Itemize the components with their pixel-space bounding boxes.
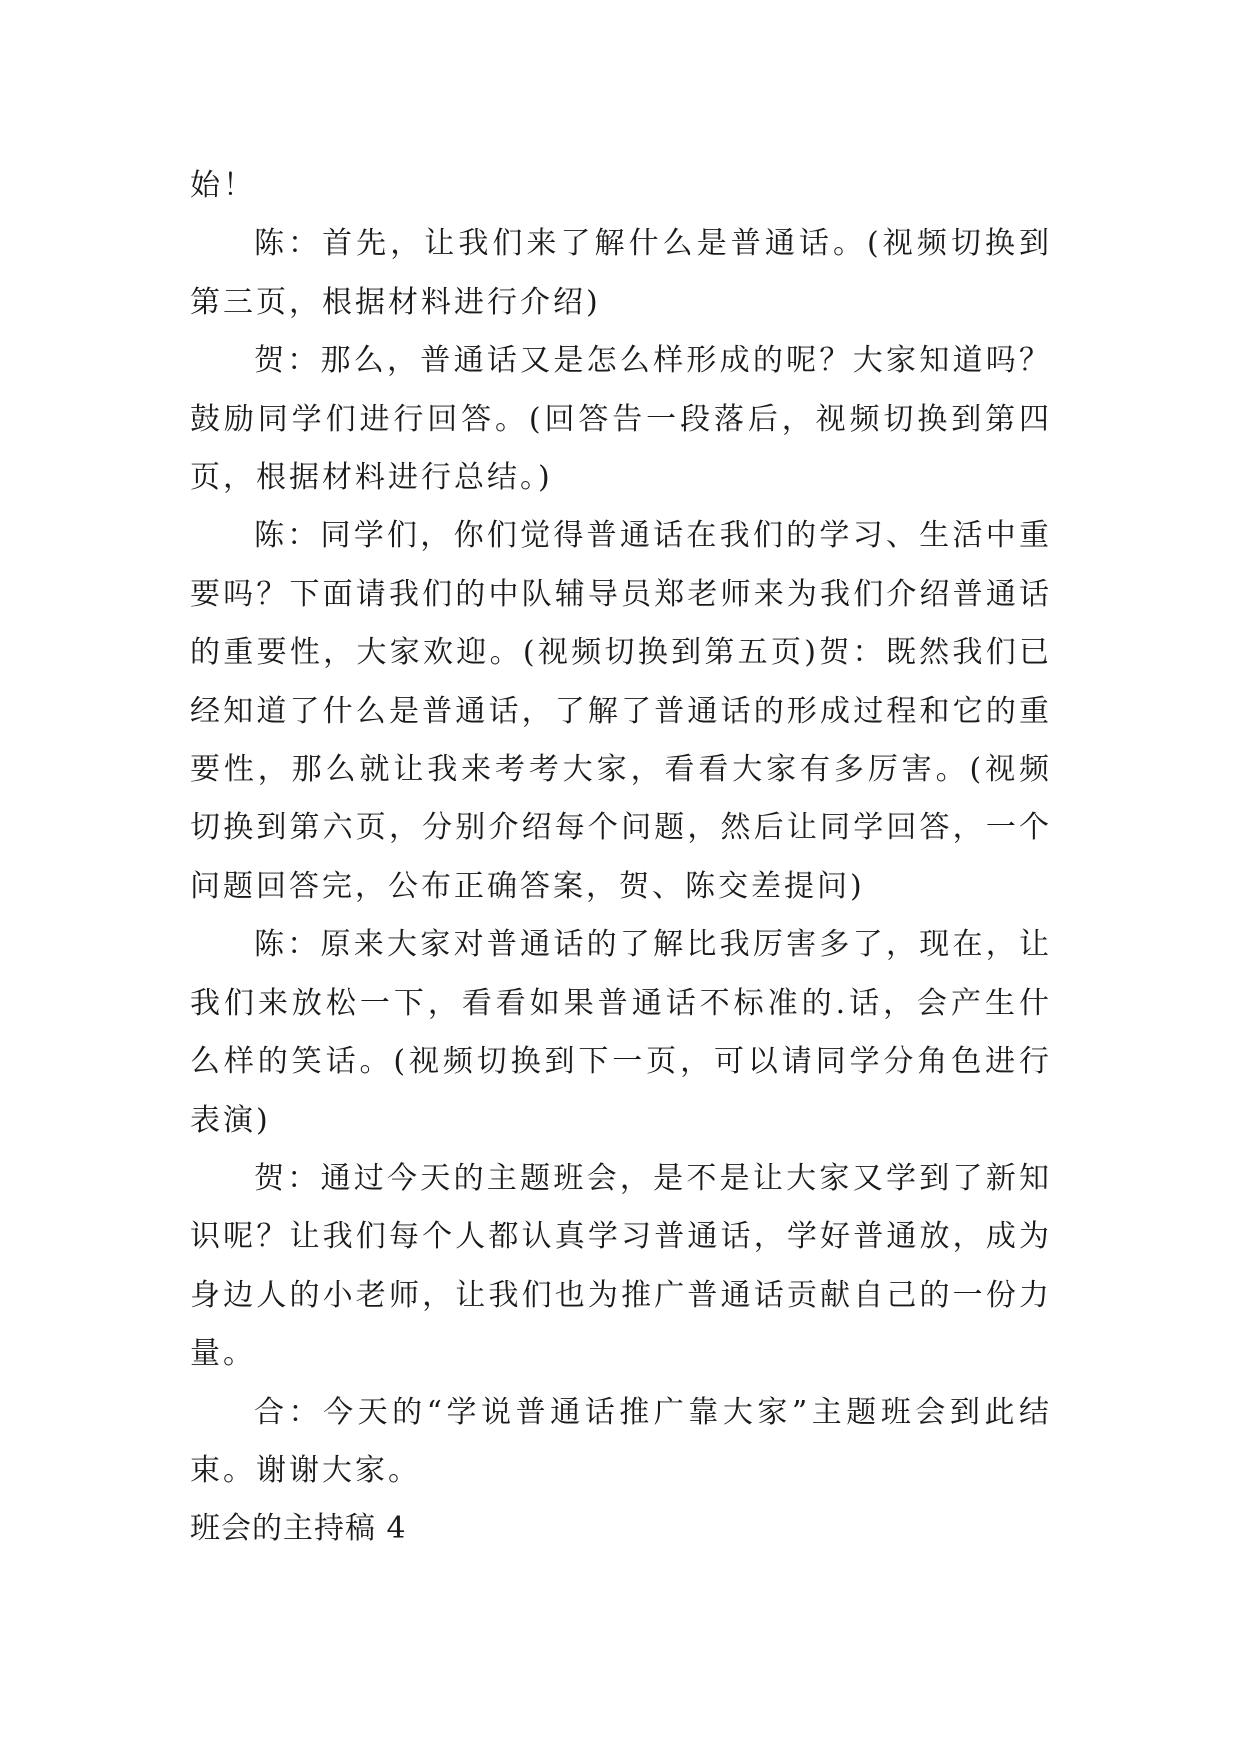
paragraph-chen-importance: 陈：同学们，你们觉得普通话在我们的学习、生活中重要吗？下面请我们的中队辅导员郑老师来为我们介绍普通话的重要性，大家欢迎。(视频切换到第五页)贺：既然我们已经知道了什么是普通话，了解了普通话的形成过程和它的重要性，那么就让我来考考大家，看看大家有多厉害。(视频切换到第六页，分别介绍每个问题，然后让同学回答，一个问题回答完，公布正确答案，贺、陈交差提问) — [190, 518, 1052, 904]
section-heading: 班会的主持稿 4 — [190, 1511, 407, 1547]
paragraph-he-formation: 贺：那么，普通话又是怎么样形成的呢？大家知道吗？鼓励同学们进行回答。(回答告一段落后，视频切换到第四页，根据材料进行总结。) — [190, 343, 1052, 496]
document-body — [190, 157, 1052, 1559]
paragraph-continuation: 始！ — [190, 168, 256, 203]
paragraph-chen-jokes: 陈：原来大家对普通话的了解比我厉害多了，现在，让我们来放松一下，看看如果普通话不标准的.话，会产生什么样的笑话。(视频切换到下一页，可以请同学分角色进行表演) — [190, 927, 1052, 1138]
paragraph-chen-intro: 陈：首先，让我们来了解什么是普通话。(视频切换到第三页，根据材料进行介绍) — [190, 226, 1052, 320]
paragraph-he-summary: 贺：通过今天的主题班会，是不是让大家又学到了新知识呢？让我们每个人都认真学习普通话，学好普通放，成为身边人的小老师，让我们也为推广普通话贡献自己的一份力量。 — [190, 1160, 1052, 1372]
paragraph-together-closing: 合：今天的“学说普通话推广靠大家”主题班会到此结束。谢谢大家。 — [190, 1394, 1052, 1488]
